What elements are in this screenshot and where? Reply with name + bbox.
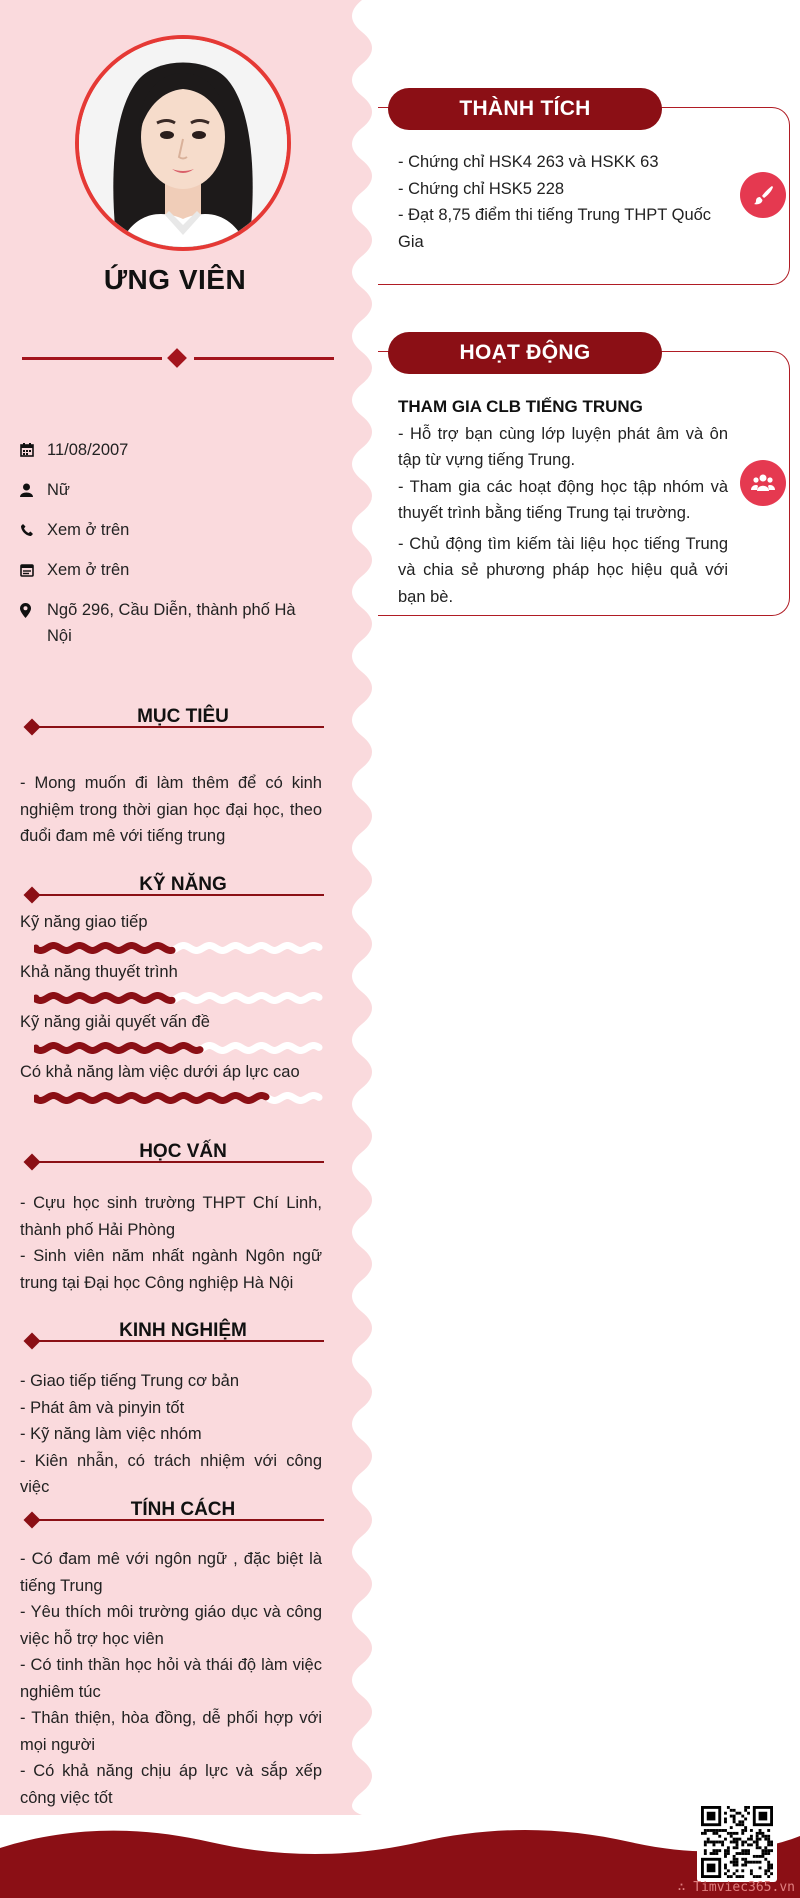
skill-bar bbox=[34, 940, 324, 956]
personality-text bbox=[20, 1546, 322, 1811]
objective-header bbox=[22, 706, 324, 734]
activities-title: HOẠT ĐỘNG bbox=[388, 332, 662, 374]
objective-paragraph: - Mong muốn đi làm thêm để có kinh nghiệm trong thời gian học đại học, theo đuổi đam mê với tiếng trung bbox=[20, 774, 322, 845]
qr-code-icon bbox=[701, 1806, 773, 1878]
skill-label: Khả năng thuyết trình bbox=[20, 963, 178, 981]
education-header bbox=[22, 1141, 324, 1169]
education-text bbox=[20, 1190, 322, 1296]
activities-text bbox=[398, 394, 728, 610]
experience-line: - Kỹ năng làm việc nhóm bbox=[20, 1425, 202, 1443]
name-divider bbox=[22, 348, 334, 368]
skill-bar-fill bbox=[36, 946, 172, 951]
activity-line: - Chủ động tìm kiếm tài liệu học tiếng Trung và chia sẻ phương pháp học hiệu quả với bạn bè. bbox=[398, 534, 728, 606]
personality-title: TÍNH CÁCH bbox=[130, 1499, 236, 1520]
contact-dob bbox=[20, 437, 320, 463]
watermark-text: ∴ Timviec365.vn bbox=[677, 1880, 795, 1895]
contact-email bbox=[20, 557, 320, 583]
calendar-icon bbox=[20, 437, 47, 463]
contact-email-text: Xem ở trên bbox=[47, 561, 130, 579]
skill-bar bbox=[34, 1040, 324, 1056]
personality-line: - Có khả năng chịu áp lực và sắp xếp công việc tốt bbox=[20, 1762, 322, 1807]
contact-address bbox=[20, 597, 320, 649]
contact-address-text: Ngõ 296, Cầu Diễn, thành phố Hà Nội bbox=[47, 601, 296, 645]
achievement-line: - Chứng chỉ HSK4 263 và HSKK 63 bbox=[398, 153, 659, 171]
contact-dob-text: 11/08/2007 bbox=[47, 441, 129, 459]
skill-bar-fill bbox=[36, 996, 172, 1001]
experience-line: - Giao tiếp tiếng Trung cơ bản bbox=[20, 1372, 240, 1390]
email-icon bbox=[20, 557, 47, 583]
location-pin-icon bbox=[20, 597, 47, 623]
avatar bbox=[75, 35, 291, 251]
activity-line: - Tham gia các hoạt động học tập nhóm và thuyết trình bằng tiếng Trung tại trường. bbox=[398, 477, 728, 522]
objective-text bbox=[20, 770, 322, 850]
experience-text bbox=[20, 1368, 322, 1501]
skills-title: KỸ NĂNG bbox=[139, 874, 227, 895]
person-icon bbox=[20, 477, 47, 503]
personality-line: - Thân thiện, hòa đồng, dễ phối hợp với mọi người bbox=[20, 1709, 322, 1754]
achievement-line: - Chứng chỉ HSK5 228 bbox=[398, 179, 565, 198]
candidate-name: ỨNG VIÊN bbox=[103, 264, 247, 295]
skill-label: Kỹ năng giải quyết vấn đề bbox=[20, 1013, 210, 1031]
education-title: HỌC VẤN bbox=[139, 1141, 227, 1162]
skill-bar bbox=[34, 990, 324, 1006]
personality-line: - Có đam mê với ngôn ngữ , đặc biệt là tiếng Trung bbox=[20, 1550, 322, 1595]
experience-title: KINH NGHIỆM bbox=[119, 1320, 247, 1341]
objective-title: MỤC TIÊU bbox=[137, 706, 229, 727]
contact-phone bbox=[20, 517, 320, 543]
skill-bar bbox=[34, 1090, 324, 1106]
avatar-portrait bbox=[79, 39, 287, 247]
experience-header bbox=[22, 1320, 324, 1348]
skill-label: Kỹ năng giao tiếp bbox=[20, 913, 148, 931]
contact-gender bbox=[20, 477, 320, 503]
activity-line: - Hỗ trợ bạn cùng lớp luyện phát âm và ôn tập từ vựng tiếng Trung. bbox=[398, 424, 728, 469]
qr-code bbox=[697, 1802, 777, 1882]
education-line: - Cựu học sinh trường THPT Chí Linh, thành phố Hải Phòng bbox=[20, 1194, 322, 1239]
skill-label: Có khả năng làm việc dưới áp lực cao bbox=[20, 1063, 300, 1081]
group-icon bbox=[740, 460, 786, 506]
contact-phone-text: Xem ở trên bbox=[47, 521, 130, 539]
experience-line: - Kiên nhẫn, có trách nhiệm với công việc bbox=[20, 1451, 322, 1496]
skill-bar-fill bbox=[36, 1096, 266, 1101]
education-line: - Sinh viên năm nhất ngành Ngôn ngữ trung tại Đại học Công nghiệp Hà Nội bbox=[20, 1247, 322, 1292]
skill-bar-fill bbox=[36, 1046, 200, 1051]
activity-heading: THAM GIA CLB TIẾNG TRUNG bbox=[398, 397, 643, 416]
achievements-title: THÀNH TÍCH bbox=[388, 88, 662, 130]
personality-header bbox=[22, 1499, 324, 1527]
paintbrush-icon bbox=[740, 172, 786, 218]
personality-line: - Có tinh thần học hỏi và thái độ làm việc nghiêm túc bbox=[20, 1656, 322, 1701]
experience-line: - Phát âm và pinyin tốt bbox=[20, 1398, 185, 1417]
phone-icon bbox=[20, 517, 47, 543]
personality-line: - Yêu thích môi trường giáo dục và công việc hỗ trợ học viên bbox=[20, 1603, 322, 1648]
achievement-line: - Đạt 8,75 điểm thi tiếng Trung THPT Quốc Gia bbox=[398, 206, 712, 251]
skills-header bbox=[22, 874, 324, 902]
contact-gender-text: Nữ bbox=[47, 481, 70, 499]
sidebar bbox=[0, 0, 360, 1820]
achievements-text bbox=[398, 149, 728, 255]
